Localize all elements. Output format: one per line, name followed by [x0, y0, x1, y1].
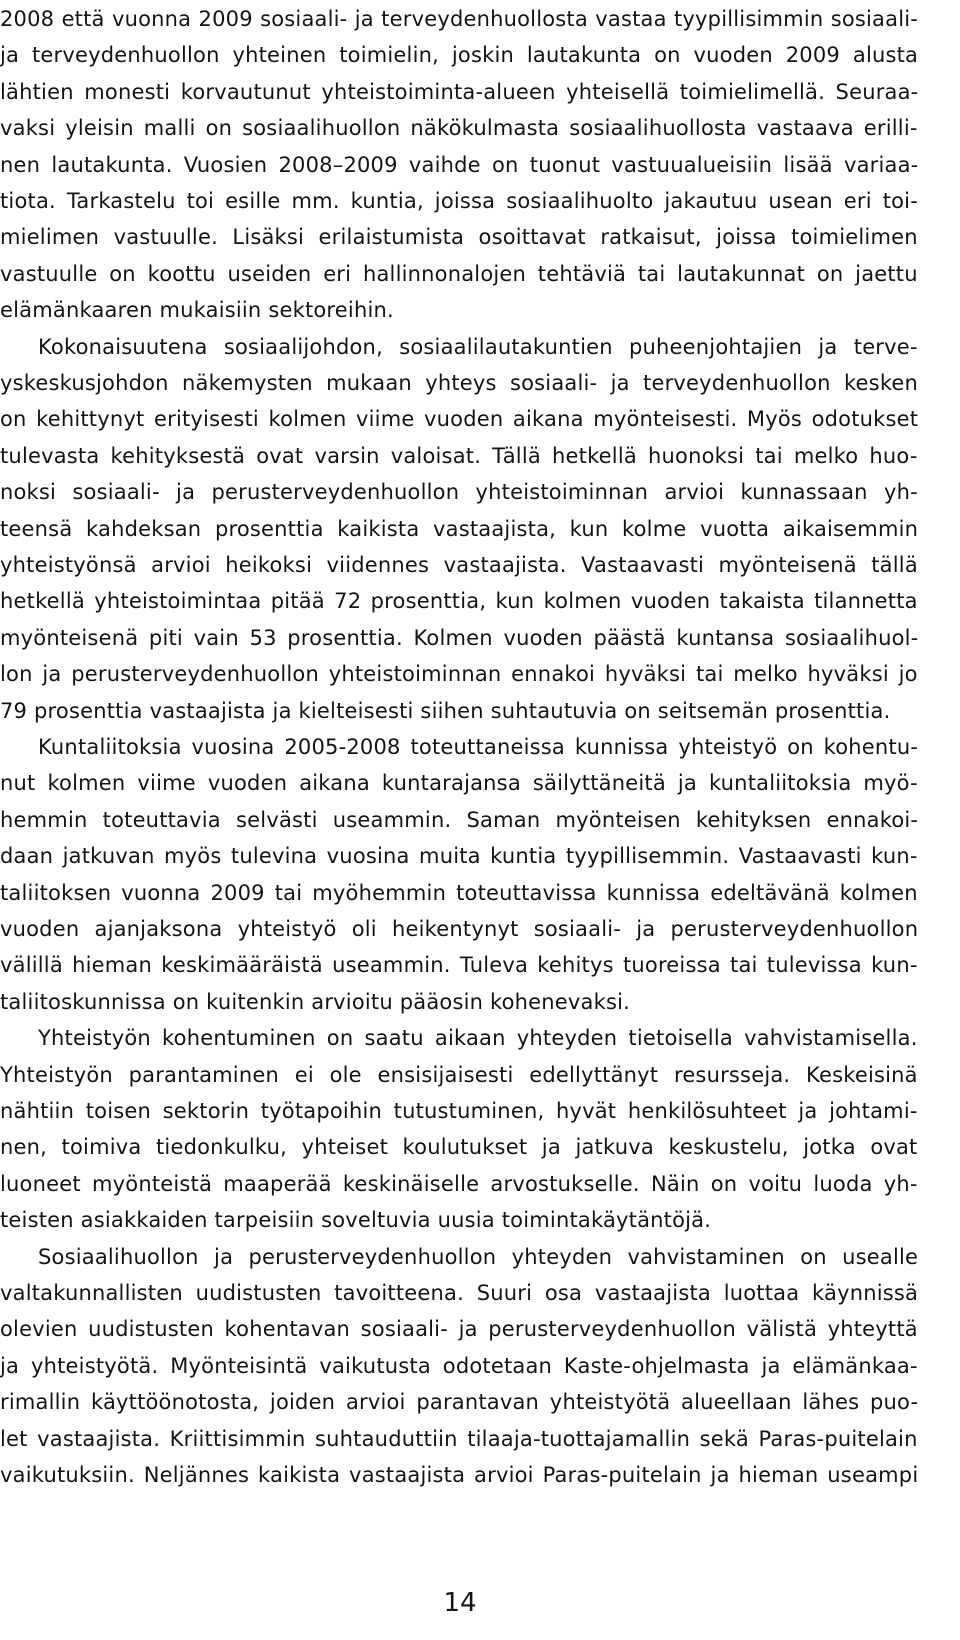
text-line: nen, toimiva tiedonkulku, yhteiset koulutukset ja jatkuva keskustelu, jotka ovat: [0, 1135, 918, 1160]
text-line: tiota. Tarkastelu toi esille mm. kuntia, joissa sosiaalihuolto jakautuu usean eri toi-: [0, 189, 918, 213]
text-line: taliitoksen vuonna 2009 tai myöhemmin toteuttavissa kunnissa edeltävänä kolmen: [0, 880, 918, 905]
text-line: nähtiin toisen sektorin työtapoihin tutustuminen, hyvät henkilösuhteet ja johtami-: [0, 1099, 918, 1123]
text-line: yskeskusjohdon näkemysten mukaan yhteys sosiaali- ja terveydenhuollon kesken: [0, 371, 919, 395]
text-line: ja yhteistyötä. Myönteisintä vaikutusta odotetaan Kaste-ohjelmasta ja elämänkaa-: [0, 1353, 918, 1378]
text-line: nut kolmen viime vuoden aikana kuntarajansa säilyttäneitä ja kuntaliitoksia myö-: [0, 771, 918, 796]
text-line: let vastaajista. Kriittisimmin suhtauduttiin tilaaja-tuottajamallin sekä Paras-puitelain: [0, 1426, 918, 1451]
text-line: daan jatkuvan myös tulevina vuosina muita kuntia tyypillisemmin. Vastaavasti kun-: [0, 844, 918, 869]
text-line: mielimen vastuulle. Lisäksi erilaistumista osoittavat ratkaisut, joissa toimielimen: [0, 225, 918, 250]
text-line: taliitoskunnissa on kuitenkin arvioitu pääosin kohenevaksi.: [0, 989, 631, 1014]
text-line: myönteisenä piti vain 53 prosenttia. Kolmen vuoden päästä kuntansa sosiaalihuol-: [0, 625, 919, 650]
text-line: valtakunnallisten uudistusten tavoitteena. Suuri osa vastaajista luottaa käynnissä: [0, 1281, 919, 1305]
text-line: lähtien monesti korvautunut yhteistoiminta-alueen yhteisellä toimielimellä. Seuraa-: [0, 79, 919, 104]
text-line: ja terveydenhuollon yhteinen toimielin, joskin lautakunta on vuoden 2009 alusta: [0, 43, 919, 68]
text-line: 79 prosenttia vastaajista ja kielteisesti siihen suhtautuvia on seitsemän prosenttia.: [0, 698, 891, 723]
text-line: on kehittynyt erityisesti kolmen viime vuoden aikana myönteisesti. Myös odotukset: [0, 407, 919, 432]
text-line: Kuntaliitoksia vuosina 2005-2008 toteuttaneissa kunnissa yhteistyö on kohentu-: [38, 735, 919, 759]
text-line: 2008 että vuonna 2009 sosiaali- ja terveydenhuollosta vastaa tyypillisimmin sosiaali-: [0, 7, 919, 31]
text-line: Kokonaisuutena sosiaalijohdon, sosiaalilautakuntien puheenjohtajien ja terve-: [38, 334, 918, 359]
text-line: vuoden ajanjaksona yhteistyö oli heikentynyt sosiaali- ja perusterveydenhuollon: [0, 917, 919, 941]
text-line: yhteistyönsä arvioi heikoksi viidennes vastaajista. Vastaavasti myönteisenä tällä: [0, 553, 918, 577]
page-number: 14: [443, 1588, 477, 1618]
text-line: elämänkaaren mukaisiin sektoreihin.: [0, 298, 394, 323]
text-line: olevien uudistusten kohentavan sosiaali- ja perusterveydenhuollon välistä yhteyttä: [0, 1317, 918, 1342]
text-line: välillä hieman keskimääräistä useammin. Tuleva kehitys tuoreissa tai tulevissa kun-: [0, 953, 918, 978]
text-line: teensä kahdeksan prosenttia kaikista vastaajista, kun kolme vuotta aikaisemmin: [0, 516, 919, 541]
text-line: Yhteistyön kohentuminen on saatu aikaan yhteyden tietoisella vahvistamisella.: [38, 1026, 918, 1051]
text-line: vaksi yleisin malli on sosiaalihuollon näkökulmasta sosiaalihuollosta vastaava erilli-: [0, 116, 918, 141]
text-line: lon ja perusterveydenhuollon yhteistoiminnan ennakoi hyväksi tai melko hyväksi jo: [0, 662, 918, 687]
text-line: tulevasta kehityksestä ovat varsin valoisat. Tällä hetkellä huonoksi tai melko huo-: [0, 443, 918, 468]
text-line: teisten asiakkaiden tarpeisiin soveltuvia uusia toimintakäytäntöjä.: [0, 1208, 712, 1233]
text-line: hemmin toteuttavia selvästi useammin. Saman myönteisen kehityksen ennakoi-: [0, 807, 919, 832]
text-line: Yhteistyön parantaminen ei ole ensisijaisesti edellyttänyt resursseja. Keskeisinä: [0, 1062, 918, 1087]
text-line: nen lautakunta. Vuosien 2008–2009 vaihde on tuonut vastuualueisiin lisää variaa-: [0, 152, 919, 177]
text-line: rimallin käyttöönotosta, joiden arvioi parantavan yhteistyötä alueellaan lähes puo-: [0, 1390, 919, 1415]
text-line: hetkellä yhteistoimintaa pitää 72 prosenttia, kun kolmen vuoden takaista tilannetta: [0, 589, 918, 614]
text-line: noksi sosiaali- ja perusterveydenhuollon yhteistoiminnan arvioi kunnassaan yh-: [0, 480, 918, 505]
text-line: vaikutuksiin. Neljännes kaikista vastaajista arvioi Paras-puitelain ja hieman useampi: [0, 1463, 919, 1487]
text-line: vastuulle on koottu useiden eri hallinnonalojen tehtäviä tai lautakunnat on jaettu: [0, 261, 918, 286]
text-line: luoneet myönteistä maaperää keskinäiselle arvostukselle. Näin on voitu luoda yh-: [0, 1171, 918, 1196]
text-line: Sosiaalihuollon ja perusterveydenhuollon yhteyden vahvistaminen on usealle: [38, 1244, 919, 1269]
